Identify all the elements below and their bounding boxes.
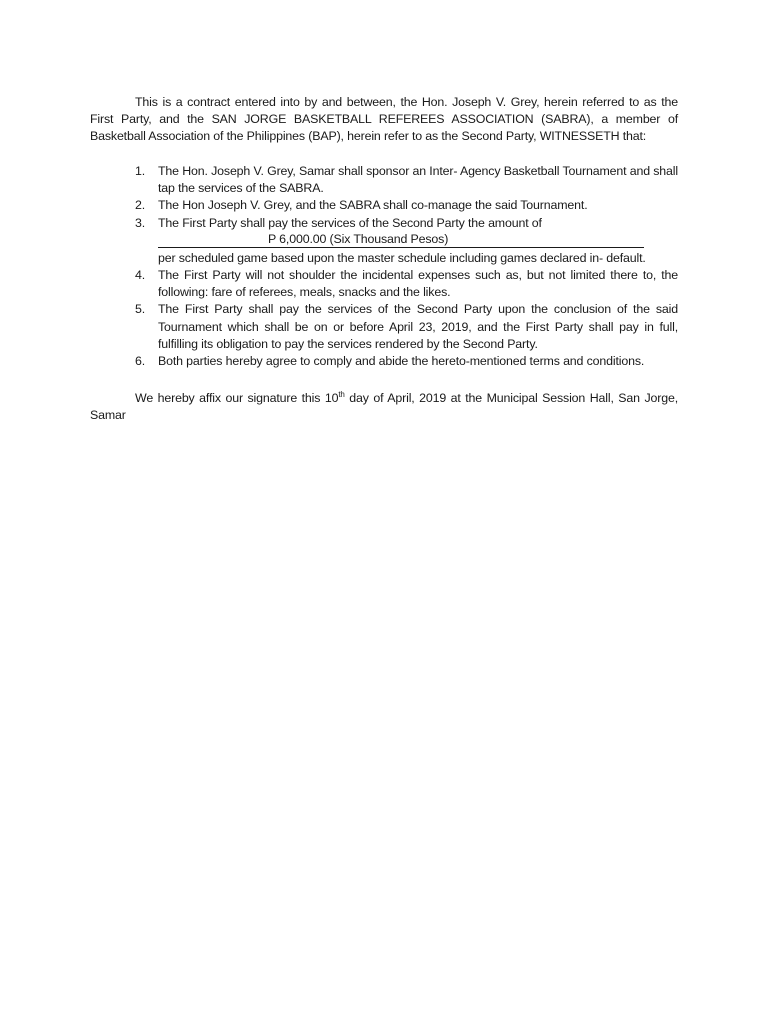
list-item (90, 301, 678, 353)
list-item (90, 163, 678, 197)
list-item-number: 4. (135, 268, 146, 283)
closing-paragraph (90, 390, 678, 424)
list-item-number: 5. (135, 302, 146, 317)
amount-underline (158, 232, 644, 248)
closing-text-end: day of April, 2019 at the Municipal Session Hall, San Jorge, Samar (90, 391, 678, 423)
list-item-text: The Hon. Joseph V. Grey, Samar shall sponsor an Inter- Agency Basketball Tournament and shall tap the services of the SABRA. (158, 164, 678, 196)
list-item-number: 3. (135, 215, 146, 230)
list-item-text: Both parties hereby agree to comply and abide the hereto-mentioned terms and conditions. (158, 354, 645, 369)
list-item-text: The Hon Joseph V. Grey, and the SABRA shall co-manage the said Tournament. (158, 198, 588, 213)
list-item (90, 197, 678, 214)
list-item-number: 6. (135, 354, 146, 369)
ordinal-suffix: th (338, 389, 345, 399)
list-item-text: The First Party shall pay the services of the Second Party the amount of (158, 215, 542, 230)
list-item (90, 215, 678, 267)
payment-amount: P 6,000.00 (Six Thousand Pesos) (268, 231, 449, 246)
list-item-number: 1. (135, 164, 146, 178)
list-item (90, 267, 678, 301)
list-item-number: 2. (135, 198, 146, 213)
list-item-text: The First Party shall pay the services of the Second Party upon the conclusion of the said Tournament which shall be on or before April 23, 2019, and the First Party shall pay in full, fulfilling its obligation to pay the services rendered by the Second Party. (158, 302, 678, 351)
closing-text-start: We hereby affix our signature this 10 (135, 391, 339, 405)
list-item-text-continued: per scheduled game based upon the master schedule including games declared in- default. (158, 250, 646, 265)
intro-paragraph (90, 94, 678, 146)
list-item-text: The First Party will not shoulder the incidental expenses such as, but not limited there to, the following: fare of referees, meals, snacks and the likes. (158, 268, 678, 300)
intro-text: This is a contract entered into by and between, the Hon. Joseph V. Grey, herein referred to as the First Party, and the SAN JORGE BASKETBALL REFEREES ASSOCIATION (SABRA), a member of Basketball Association of the Philippines (BAP), herein refer to as the Second Party, WITNESSETH that: (90, 95, 678, 144)
list-item (90, 353, 678, 370)
terms-list (90, 163, 678, 370)
